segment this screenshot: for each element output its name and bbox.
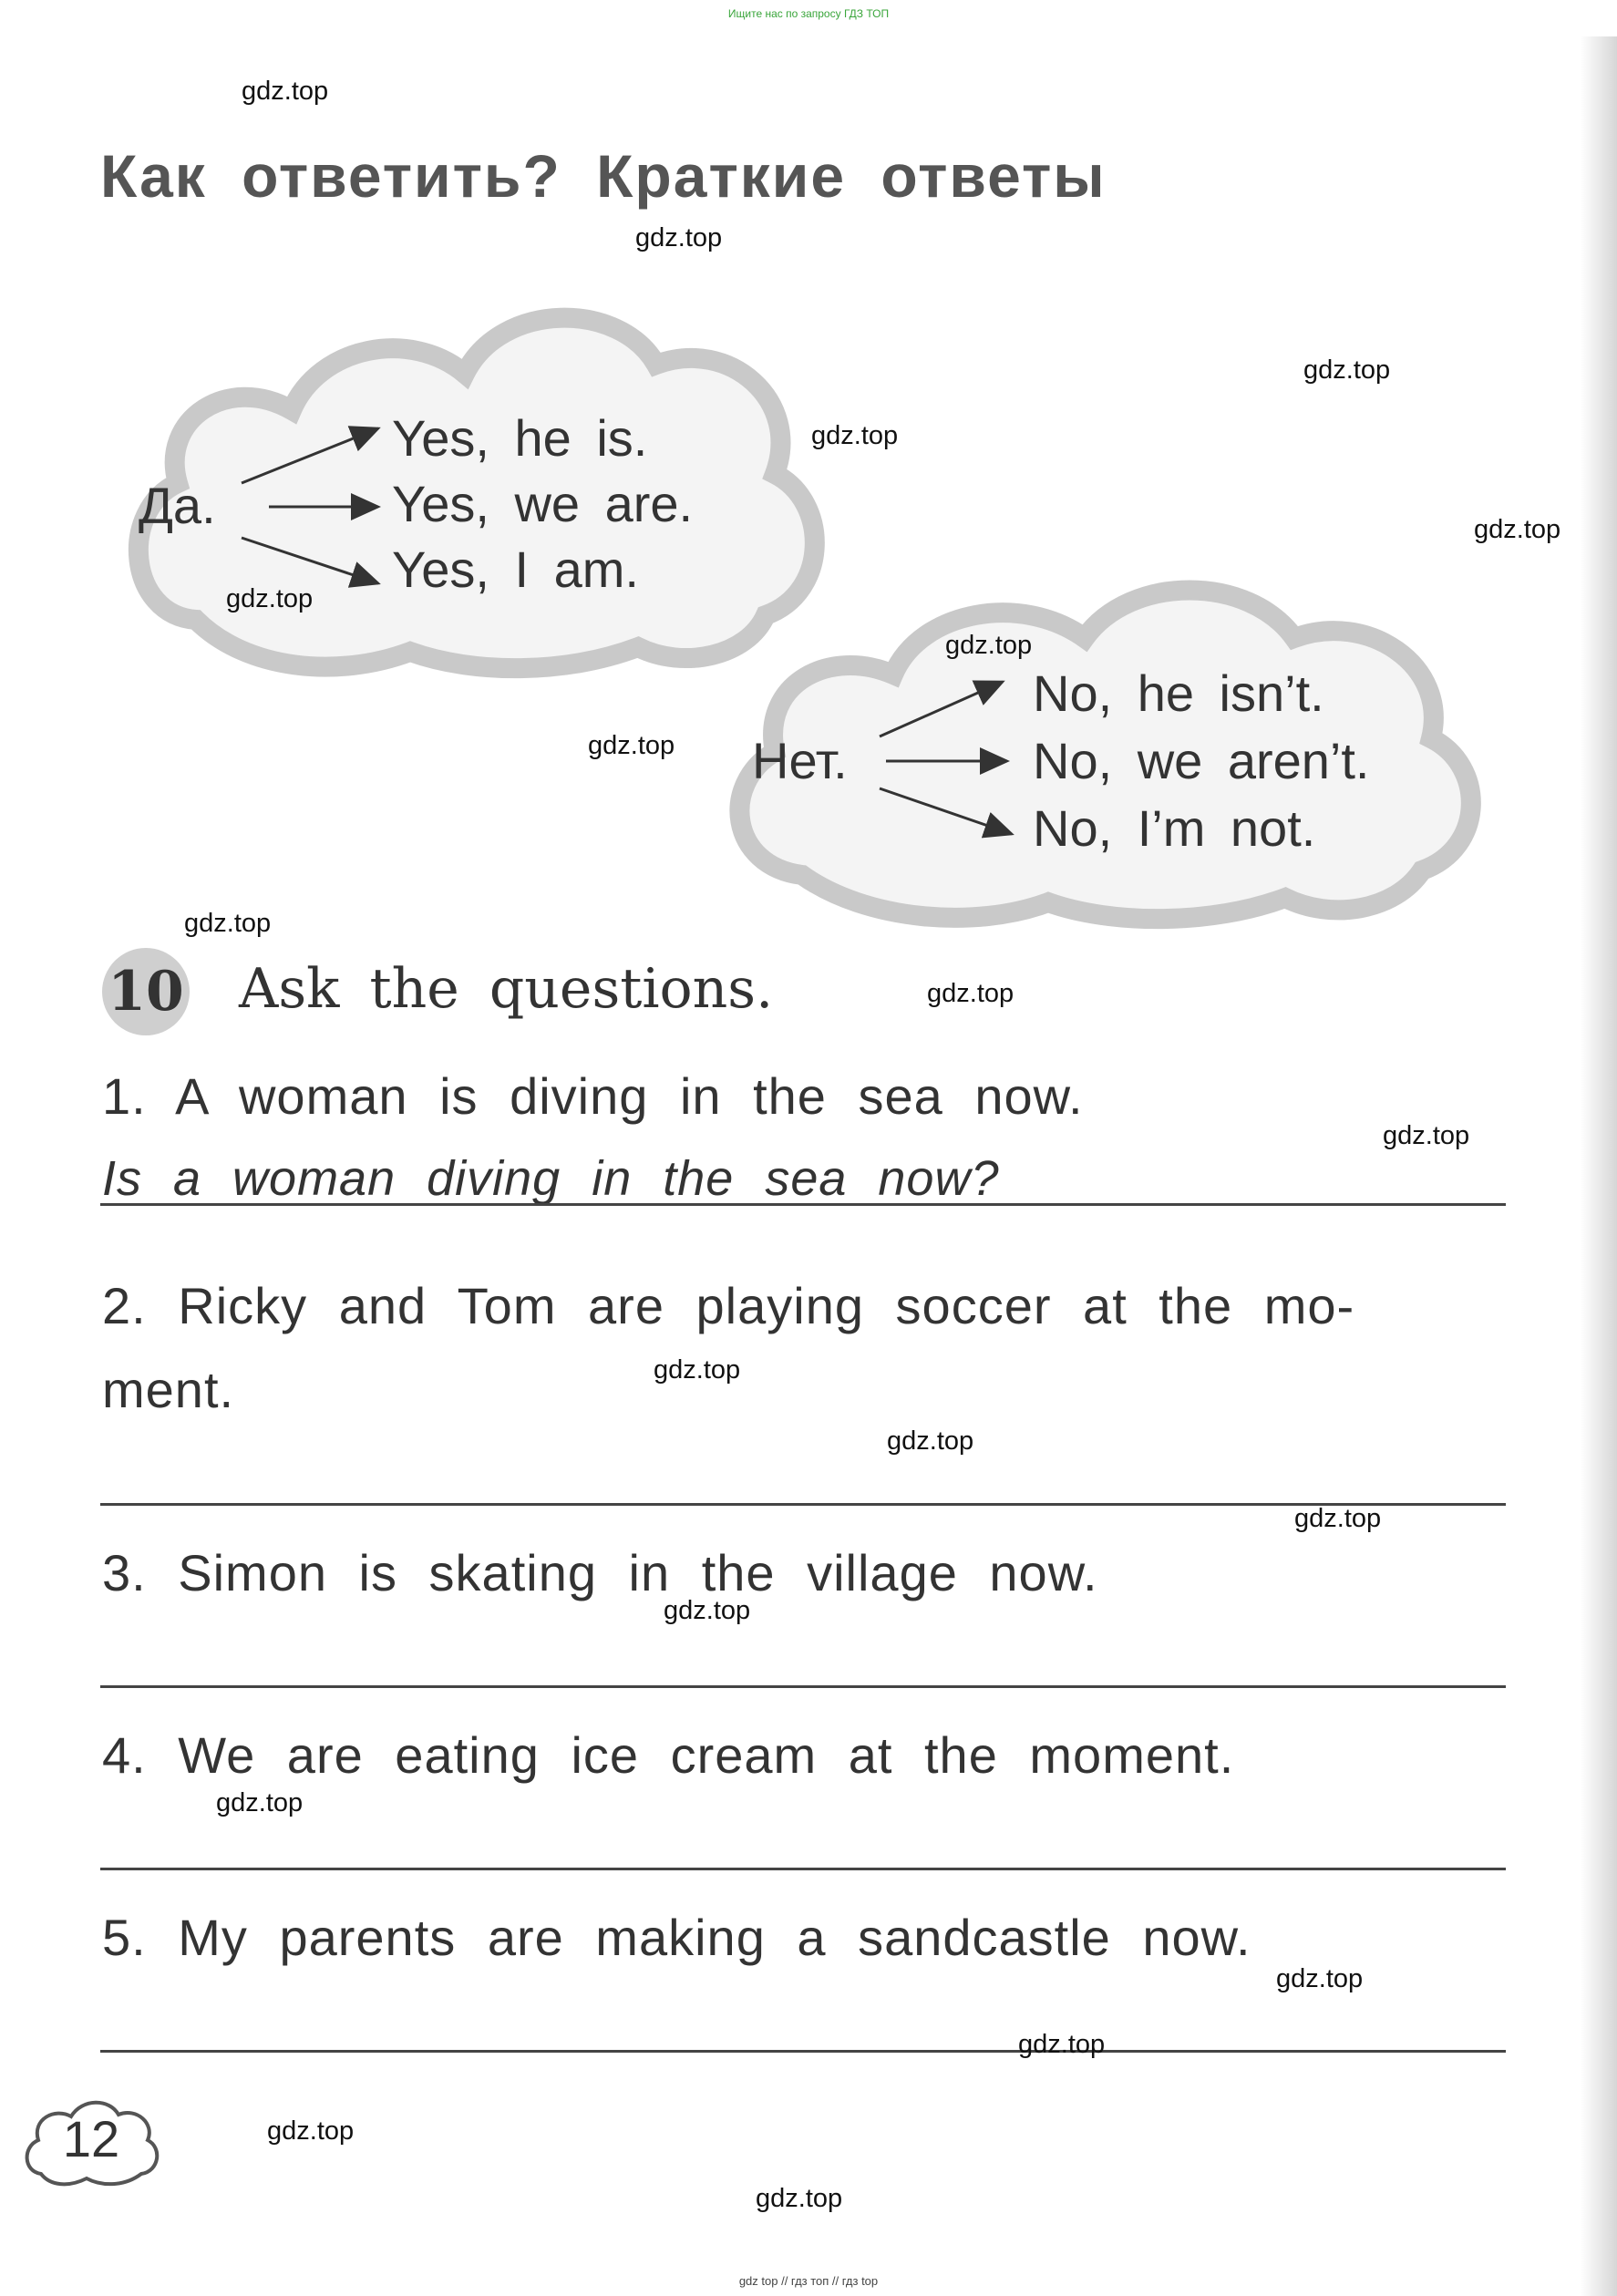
watermark: gdz.top (184, 909, 272, 938)
watermark: gdz.top (887, 1426, 974, 1456)
watermark: gdz.top (267, 2116, 355, 2146)
watermark: gdz.top (242, 77, 329, 106)
exercise-item: 4. We are eating ice cream at the moment. (102, 1726, 1235, 1784)
watermark: gdz.top (1276, 1964, 1364, 1993)
watermark: gdz.top (635, 223, 723, 252)
answer-line[interactable] (100, 2050, 1506, 2053)
page-heading: Как ответить? Краткие ответы (100, 142, 1107, 210)
top-banner: Ищите нас по запросу ГДЗ ТОП (727, 7, 890, 20)
watermark: gdz.top (1303, 355, 1391, 385)
exercise-item: 3. Simon is skating in the village now. (102, 1544, 1098, 1601)
exercise-item-continuation: ment. (102, 1361, 235, 1418)
cloud-no-answer: No, I’m not. (1033, 799, 1316, 857)
cloud-yes-label: Да. (139, 477, 216, 534)
watermark: gdz.top (664, 1596, 751, 1625)
exercise-item: 2. Ricky and Tom are playing soccer at the mo- (102, 1277, 1355, 1334)
watermark: gdz.top (1018, 2030, 1106, 2059)
exercise-number: 10 (108, 960, 184, 1024)
answer-text[interactable]: Is a woman diving in the sea now? (102, 1151, 1000, 1206)
cloud-yes-answer: Yes, he is. (392, 409, 648, 467)
cloud-yes-answer: Yes, we are. (392, 475, 694, 532)
watermark: gdz.top (811, 421, 899, 450)
page-number-badge (18, 2087, 164, 2201)
cloud-no-answer: No, we aren’t. (1033, 732, 1370, 789)
exercise-item: 1. A woman is diving in the sea now. (102, 1067, 1084, 1125)
bottom-banner: gdz top // гдз топ // гдз top (738, 2274, 879, 2288)
watermark: gdz.top (216, 1788, 304, 1817)
answer-line[interactable] (100, 1868, 1506, 1870)
answer-line[interactable] (100, 1203, 1506, 1206)
watermark: gdz.top (1474, 515, 1561, 544)
cloud-yes-answer: Yes, I am. (392, 541, 639, 598)
cloud-no-answer: No, he isn’t. (1033, 664, 1324, 722)
watermark: gdz.top (927, 979, 1014, 1008)
answer-line[interactable] (100, 1685, 1506, 1688)
watermark: gdz.top (654, 1355, 741, 1385)
watermark: gdz.top (945, 631, 1033, 660)
page-number: 12 (62, 2110, 120, 2167)
watermark: gdz.top (1383, 1121, 1470, 1150)
watermark: gdz.top (1294, 1504, 1382, 1533)
exercise-item: 5. My parents are making a sandcastle now. (102, 1909, 1251, 1966)
watermark: gdz.top (756, 2184, 843, 2213)
exercise-title: Ask the questions. (239, 957, 774, 1021)
exercise-number-badge (102, 948, 190, 1035)
cloud-no-label: Нет. (752, 732, 848, 789)
watermark: gdz.top (588, 731, 675, 760)
watermark: gdz.top (226, 584, 314, 613)
